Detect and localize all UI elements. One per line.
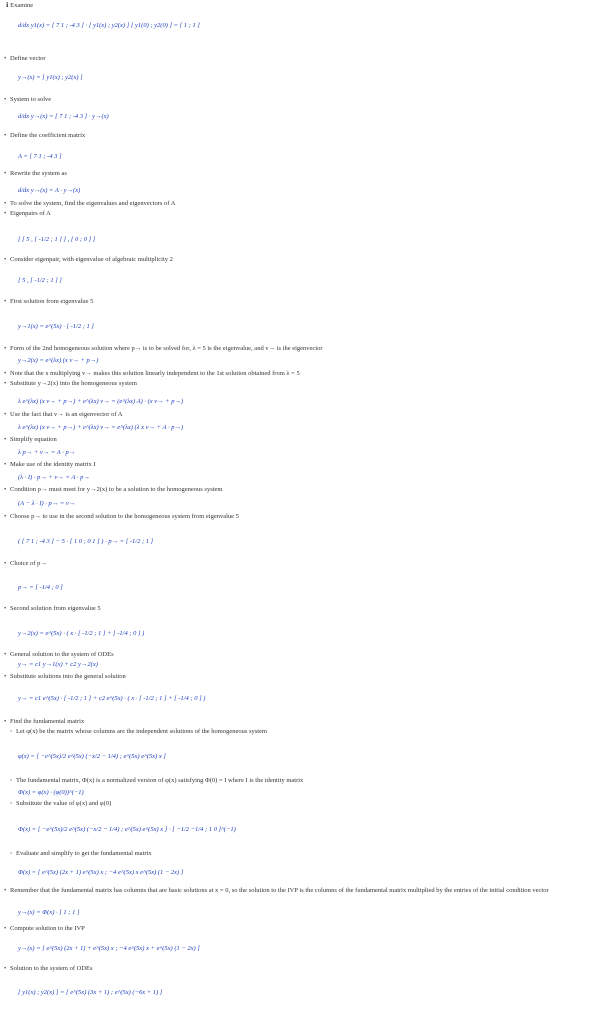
- text-line-b12: • Use the fact that v→ is an eigenvector of A: [10, 411, 122, 419]
- math-expression-m5: d/dx y→(x) = A · y→(x): [18, 187, 81, 194]
- math-expression-m15: ( [ 7 1 ; -4 3 ] − 5 · [ 1 0 ; 0 1 ] ) · p→ = [ -1/2 ; 1 ]: [18, 538, 154, 545]
- text-line-b17: • Choice of p→: [10, 560, 47, 568]
- math-expression-m20: φ(x) = [ −e^(5x)/2 e^(5x) (−x/2 − 1/4) ; e^(5x) e^(5x) x ]: [18, 753, 166, 760]
- text-line-b19: • General solution to the system of ODEs: [10, 651, 114, 659]
- text-line-b14: • Make use of the identity matrix I: [10, 461, 96, 469]
- text-line-b21: • Find the fundamental matrix: [10, 718, 84, 726]
- text-line-b18: • Second solution from eigenvalue 5: [10, 605, 101, 613]
- math-expression-m26: [ y1(x) ; y2(x) ] = [ e^(5x) (3x + 1) ; e^(5x) (−6x + 1) ]: [18, 989, 163, 996]
- math-expression-m24: y→(x) = Φ(x) · [ 1 ; 1 ]: [18, 909, 80, 916]
- text-line-b7: • Consider eigenpair, with eigenvalue of algebraic multiplicity 2: [10, 256, 173, 264]
- text-line-s1: ◦ Let φ(x) be the matrix whose columns are the independent solutions of the homogeneous system: [16, 728, 267, 736]
- text-line-s3: ◦ Substitute the value of φ(x) and φ(0): [16, 800, 111, 808]
- text-line-b2: • System to solve: [10, 96, 51, 104]
- text-line-b5: • To solve the system, find the eigenvalues and eigenvectors of A: [10, 200, 175, 208]
- math-expression-m21: Φ(x) = φ(x) · (φ(0))^(−1): [18, 789, 84, 796]
- math-expression-m13: (λ · I) · p→ + v→ = A · p→: [18, 474, 90, 481]
- math-expression-m23: Φ(x) = [ e^(5x) (2x + 1) e^(5x) x ; −4 e^(5x) x e^(5x) (1 − 2x) ]: [18, 869, 184, 876]
- text-line-b9: • Form of the 2nd homogeneous solution where p→ is to be solved for, λ = 5 is the eigenvalue, and v→ is the eigenvector: [10, 345, 323, 353]
- math-expression-m17: y→2(x) = e^(5x) · ( x · [ -1/2 ; 1 ] + [ -1/4 ; 0 ] ): [18, 630, 145, 637]
- math-expression-m14: (A − λ · I) · p→ = v→: [18, 500, 76, 507]
- text-line-b20: • Substitute solutions into the general solution: [10, 673, 126, 681]
- math-expression-m1a: d/dx y1(x) = [ 7 1 ; -4 3 ] · [ y1(x) ; y2(x) ] [ y1(0) ; y2(0) ] = [ 1 ; 1 ]: [18, 22, 200, 29]
- text-line-s2: ◦ The fundamental matrix, Φ(x) is a normalized version of φ(x) satisfying Φ(0) = I where I is the identity matrix: [16, 777, 303, 785]
- math-expression-m11: λ e^(λx) (x v→ + p→) + e^(λx) v→ = e^(λx) (λ x v→ + A · p→): [18, 424, 184, 431]
- math-expression-m18: y→ = c1 y→1(x) + c2 y→2(x): [18, 661, 98, 668]
- math-expression-m8: y→1(x) = e^(5x) · [ -1/2 ; 1 ]: [18, 323, 94, 330]
- math-expression-m10: λ e^(λx) (x v→ + p→) + e^(λx) v→ = (e^(λx) A) · (x v→ + p→): [18, 398, 184, 405]
- math-expression-m16: p→ = [ -1/4 ; 0 ]: [18, 584, 63, 591]
- text-line-b22: • Remember that the fundamental matrix has columns that are basic solutions at x = 0, so the solution to the IVP is the columns of the fundamental matrix multiplied by the entries of the initial condition vector: [10, 887, 549, 895]
- math-expression-m22: Φ(x) = [ −e^(5x)/2 e^(5x) (−x/2 − 1/4) ; e^(5x) e^(5x) x ] · [ −1/2 −1/4 ; 1 0 ]^(−1): [18, 826, 236, 833]
- text-line-b15: • Condition p→ must meet for y→2(x) to be a solution to the homogeneous system: [10, 486, 223, 494]
- text-line-b3: • Define the coefficient matrix: [10, 132, 85, 140]
- math-expression-m4: A = [ 7 1 ; -4 3 ]: [18, 153, 62, 160]
- math-expression-m2: y→(x) = [ y1(x) ; y2(x) ]: [18, 74, 83, 81]
- math-expression-m7: [ 5 , [ -1/2 ; 1 ] ]: [18, 277, 62, 284]
- math-expression-m19: y→ = c1 e^(5x) · [ -1/2 ; 1 ] + c2 e^(5x) · ( x · [ -1/2 ; 1 ] + [ -1/4 ; 0 ] ): [18, 695, 206, 702]
- text-line-b10: • Note that the x multiplying v→ makes this solution linearly independent to the 1st solution obtained from λ = 5: [10, 370, 300, 378]
- text-line-b24: • Solution to the system of ODEs: [10, 965, 93, 973]
- text-line-b11: • Substitute y→2(x) into the homogeneous system: [10, 380, 137, 388]
- math-expression-m25: y→(x) = [ e^(5x) (2x + 1) + e^(5x) x ; −4 e^(5x) x + e^(5x) (1 − 2x) ]: [18, 945, 200, 952]
- text-line-b6: • Eigenpairs of A: [10, 210, 51, 218]
- text-line-s4: ◦ Evaluate and simplify to get the fundamental matrix: [16, 850, 152, 858]
- text-line-l1: ℹ Examine: [6, 2, 34, 9]
- math-expression-m3: d/dx y→(x) = [ 7 1 ; -4 3 ] · y→(x): [18, 113, 109, 120]
- math-expression-m12: λ p→ + v→ = A · p→: [18, 449, 76, 456]
- math-expression-m6: [ [ 5 , [ -1/2 ; 1 ] ] , [ 0 ; 0 ] ]: [18, 236, 96, 243]
- text-line-b13: • Simplify equation: [10, 436, 57, 444]
- text-line-b23: • Compute solution to the IVP: [10, 925, 85, 933]
- text-line-b8: • First solution from eigenvalue 5: [10, 298, 93, 306]
- math-expression-m9: y→2(x) = e^(λx) (x v→ + p→): [18, 357, 99, 364]
- text-line-b4: • Rewrite the system as: [10, 170, 67, 178]
- text-line-b16: • Choose p→ to use in the second solution to the homogeneous system from eigenvalue 5: [10, 513, 239, 521]
- text-line-b1: • Define vector: [10, 55, 46, 63]
